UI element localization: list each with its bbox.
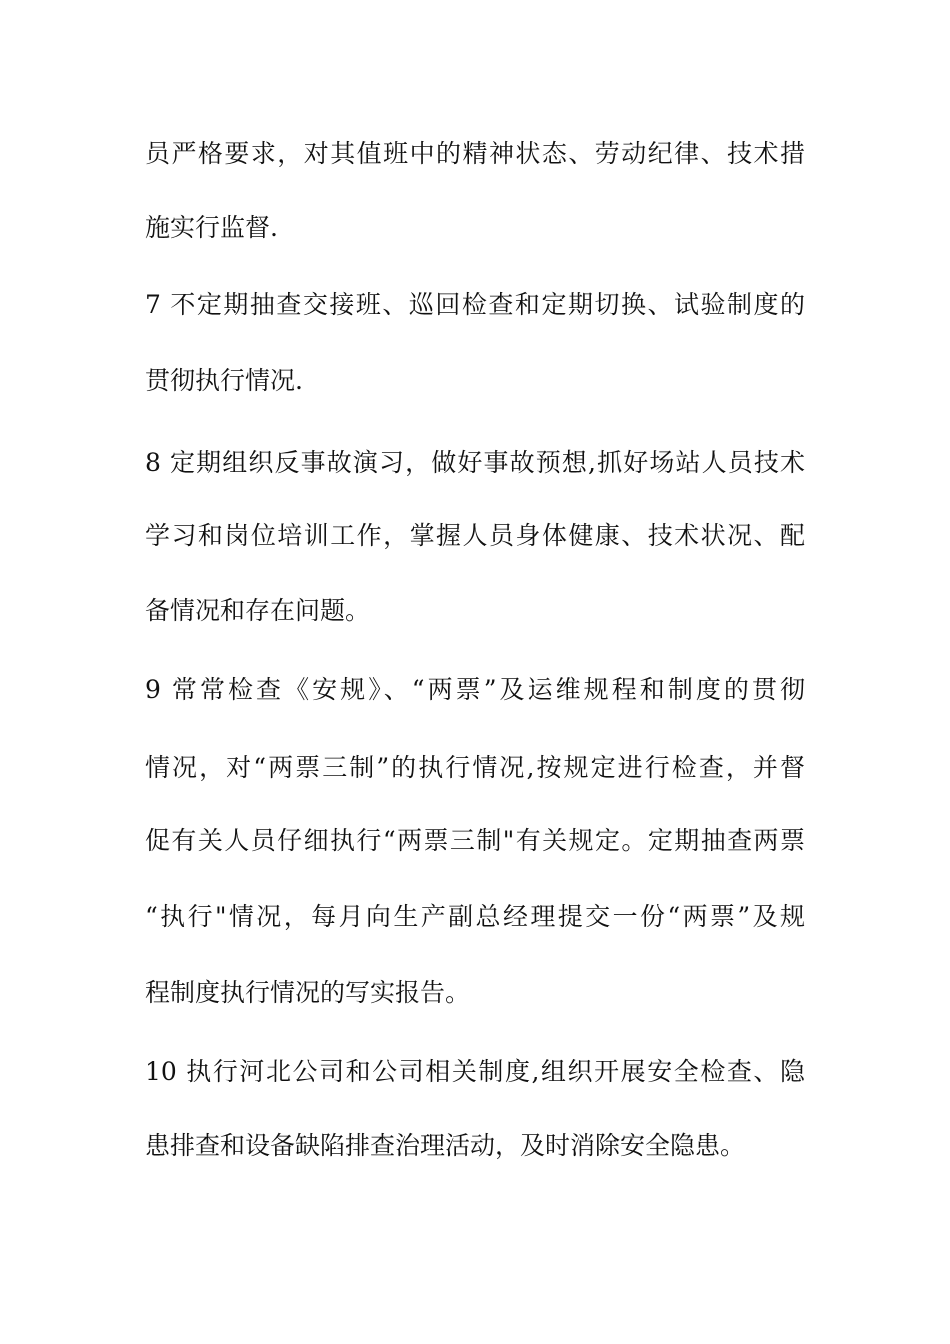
text-line-4: 贯彻执行情况.	[145, 366, 303, 395]
text-line-10: 促有关人员仔细执行“两票三制"有关规定。定期抽查两票	[145, 826, 805, 855]
text-line-9: 情况，对“两票三制”的执行情况,按规定进行检查，并督	[145, 753, 805, 782]
text-line-13: 10 执行河北公司和公司相关制度,组织开展安全检查、隐	[145, 1057, 805, 1086]
text-line-3: 7 不定期抽查交接班、巡回检查和定期切换、试验制度的	[145, 290, 805, 319]
text-line-5: 8 定期组织反事故演习，做好事故预想,抓好场站人员技术	[145, 448, 805, 477]
text-line-12: 程制度执行情况的写实报告。	[145, 978, 471, 1007]
text-line-6: 学习和岗位培训工作，掌握人员身体健康、技术状况、配	[145, 521, 805, 550]
text-line-11: “执行"情况，每月向生产副总经理提交一份“两票”及规	[145, 902, 805, 931]
text-line-8: 9 常常检查《安规》、“两票”及运维规程和制度的贯彻	[145, 675, 805, 704]
text-line-14: 患排查和设备缺陷排查治理活动，及时消除安全隐患。	[145, 1131, 746, 1160]
text-line-1: 员严格要求，对其值班中的精神状态、劳动纪律、技术措	[145, 139, 805, 168]
text-line-7: 备情况和存在问题。	[145, 596, 371, 625]
text-line-2: 施实行监督.	[145, 213, 278, 242]
